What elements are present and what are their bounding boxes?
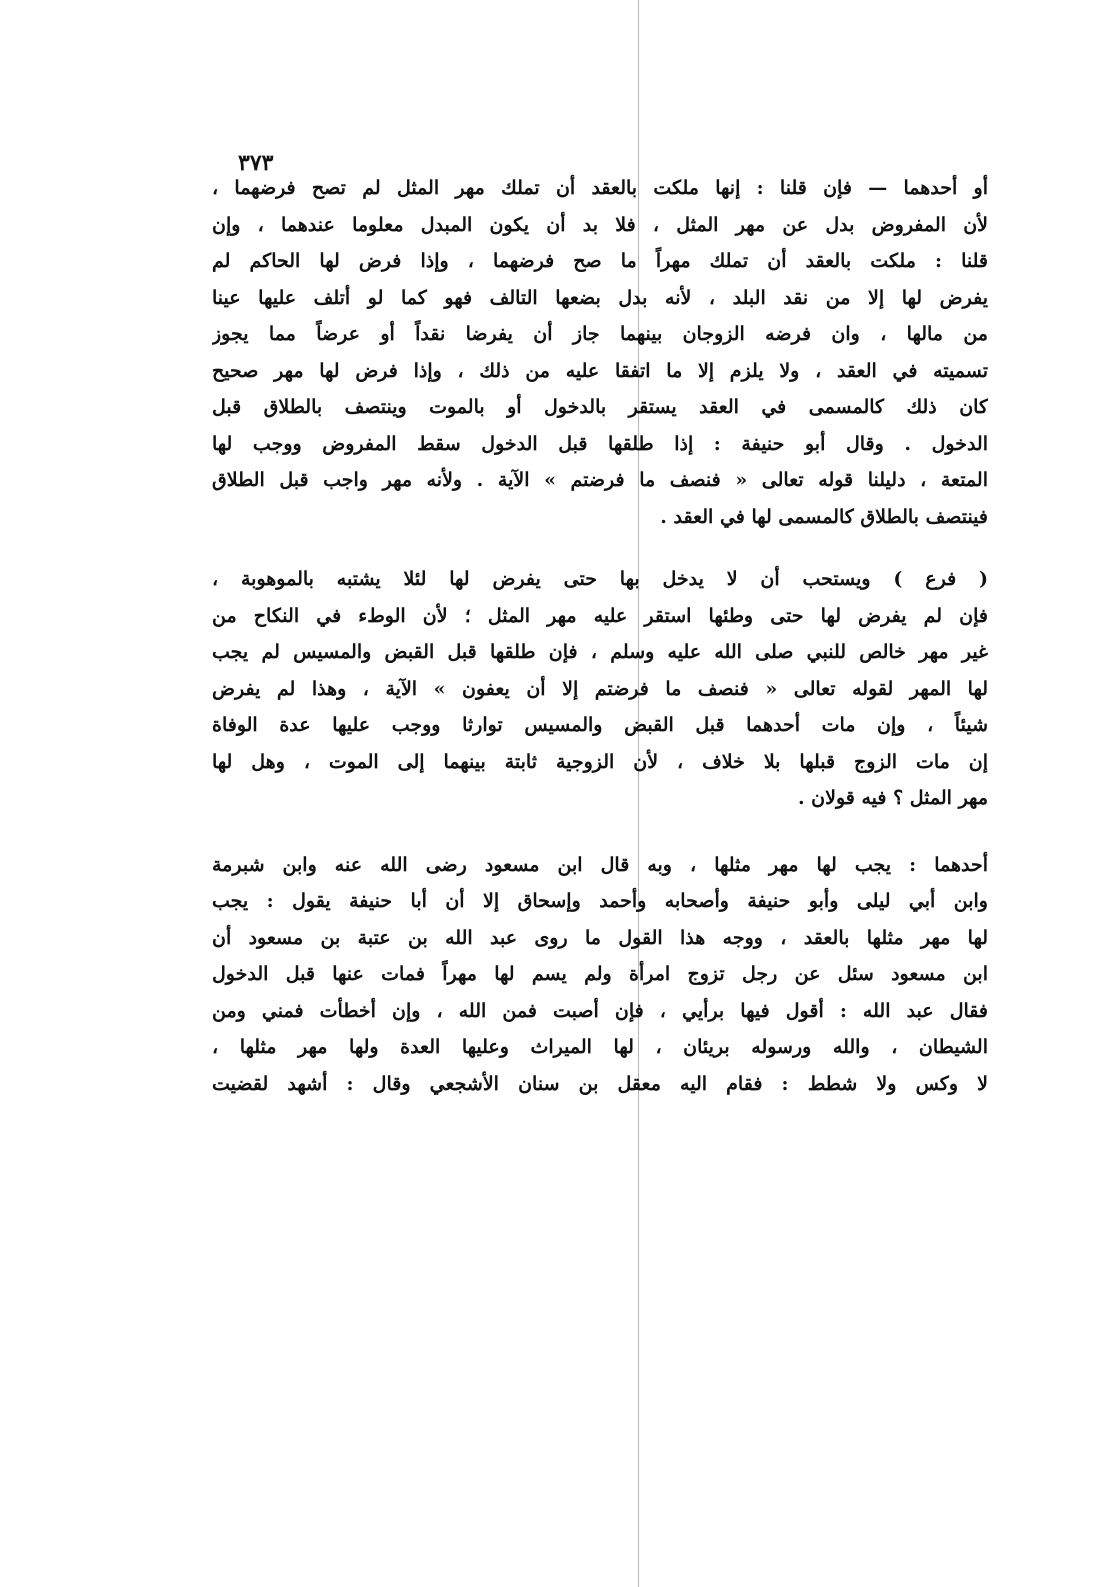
text-line: أحدهما : يجب لها مهر مثلها ، وبه قال ابن مسعود رضى الله عنه وابن شبرمة xyxy=(212,853,988,876)
text-line: لها مهر مثلها بالعقد ، ووجه هذا القول ما روى عبد الله بن عتبة بن مسعود أن xyxy=(212,926,988,949)
text-line: فقال عبد الله : أقول فيها برأيي ، فإن أصبت فمن الله ، وإن أخطأت فمني ومن xyxy=(212,999,988,1022)
text-line: فينتصف بالطلاق كالمسمى لها في العقد . xyxy=(660,505,988,528)
text-line: ابن مسعود سئل عن رجل تزوج امرأة ولم يسم لها مهراً فمات عنها قبل الدخول xyxy=(212,963,988,985)
text-line: كان ذلك كالمسمى في العقد يستقر بالدخول أو بالموت وينتصف بالطلاق قبل xyxy=(212,396,988,418)
paragraph-1 xyxy=(212,170,988,535)
text-line: يفرض لها إلا من نقد البلد ، لأنه بدل بضعها التالف فهو كما لو أتلف عليها عينا xyxy=(212,286,988,309)
text-line: مهر المثل ؟ فيه قولان . xyxy=(797,787,988,809)
text-line: شيئاً ، وإن مات أحدهما قبل القبض والمسيس توارثا ووجب عليها عدة الوفاة xyxy=(212,714,988,736)
paragraph-spacer xyxy=(212,535,988,561)
text-line: المتعة ، دليلنا قوله تعالى « فنصف ما فرضتم » الآية . ولأنه مهر واجب قبل الطلاق xyxy=(212,469,988,491)
page-number: ٣٧٣ xyxy=(238,150,274,176)
text-line: ( فرع ) ويستحب أن لا يدخل بها حتى يفرض لها لئلا يشتبه بالموهوبة ، xyxy=(212,568,988,590)
paragraph-3 xyxy=(212,847,988,1103)
text-line: الشيطان ، والله ورسوله بريئان ، لها الميراث وعليها العدة ولها مهر مثلها ، xyxy=(212,1036,988,1058)
text-line: قلنا : ملكت بالعقد أن تملك مهراً ما صح فرضهما ، وإذا فرض لها الحاكم لم xyxy=(212,250,988,272)
paragraph-2 xyxy=(212,561,988,817)
text-line: لأن المفروض بدل عن مهر المثل ، فلا بد أن يكون المبدل معلوما عندهما ، وإن xyxy=(212,213,988,236)
page-text xyxy=(212,170,988,1102)
paragraph-spacer xyxy=(212,817,988,847)
text-line: الدخول . وقال أبو حنيفة : إذا طلقها قبل الدخول سقط المفروض ووجب لها xyxy=(212,432,988,455)
text-line: فإن لم يفرض لها حتى وطئها استقر عليه مهر المثل ؛ لأن الوطء في النكاح من xyxy=(212,604,988,627)
text-line: أو أحدهما — فإن قلنا : إنها ملكت بالعقد أن تملك مهر المثل لم تصح فرضهما ، xyxy=(212,177,988,199)
text-line: لا وكس ولا شطط : فقام اليه معقل بن سنان الأشجعي وقال : أشهد لقضيت xyxy=(212,1072,988,1095)
text-line: من مالها ، وان فرضه الزوجان بينهما جاز أن يفرضا نقداً أو عرضاً مما يجوز xyxy=(212,323,988,345)
text-line: إن مات الزوج قبلها بلا خلاف ، لأن الزوجية ثابتة بينهما إلى الموت ، وهل لها xyxy=(212,750,988,773)
text-line: وابن أبي ليلى وأبو حنيفة وأصحابه وأحمد وإسحاق إلا أن أبا حنيفة يقول : يجب xyxy=(212,890,988,912)
text-line: تسميته في العقد ، ولا يلزم إلا ما اتفقا عليه من ذلك ، وإذا فرض لها مهر صحيح xyxy=(212,359,988,382)
text-line: غير مهر خالص للنبي صلى الله عليه وسلم ، فإن طلقها قبل القبض والمسيس لم يجب xyxy=(212,641,988,663)
text-line: لها المهر لقوله تعالى « فنصف ما فرضتم إلا أن يعفون » الآية ، وهذا لم يفرض xyxy=(212,677,988,700)
